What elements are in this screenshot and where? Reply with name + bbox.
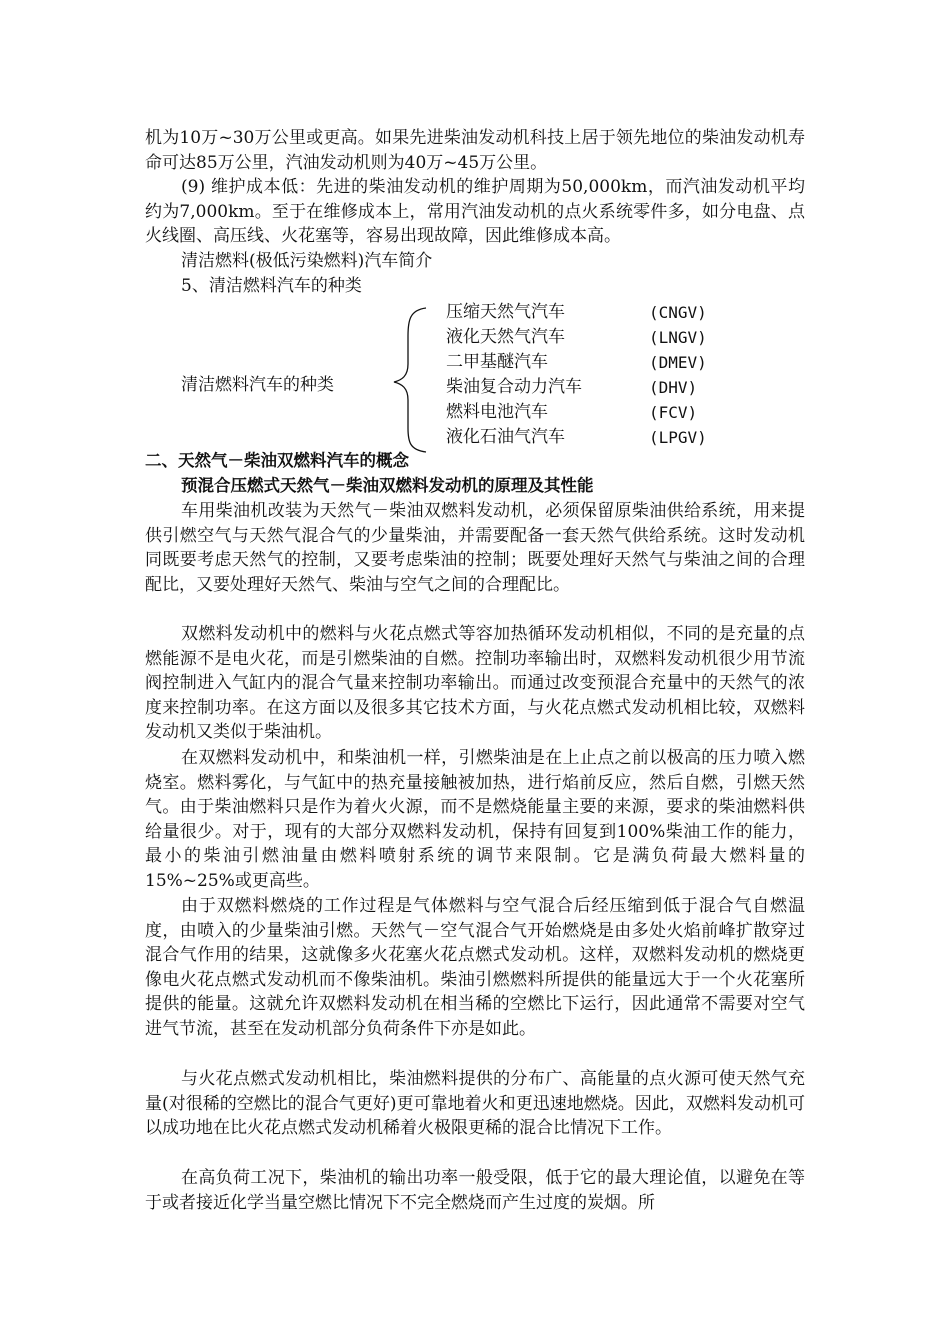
paragraph-maintenance-cost: (9) 维护成本低：先进的柴油发动机的维护周期为50,000km，而汽油发动机平均约为7,000km。至于在维修成本上，常用汽油发动机的点火系统零件多，如分电盘、点火线圈、高压线、火花塞等，容易出现故障，因此维修成本高。 — [145, 177, 805, 246]
left-brace-icon — [390, 306, 430, 454]
vehicle-type-item — [446, 375, 766, 400]
vehicle-type-item — [446, 350, 766, 375]
vehicle-type-abbr: (LPGV) — [649, 428, 707, 447]
vehicle-type-item — [446, 300, 766, 325]
vehicle-type-abbr: (CNGV) — [649, 303, 707, 322]
vehicle-type-item — [446, 400, 766, 425]
vehicle-types-list — [446, 300, 766, 450]
section-5-title: 5、清洁燃料汽车的种类 — [181, 276, 362, 296]
section-2-heading: 二、天然气－柴油双燃料汽车的概念 — [145, 451, 409, 470]
vehicle-type-item — [446, 325, 766, 350]
vehicle-type-name: 二甲基醚汽车 — [446, 352, 548, 372]
vehicle-type-abbr: (DHV) — [649, 378, 698, 397]
vehicle-type-name: 液化石油气汽车 — [446, 427, 565, 447]
vehicle-type-name: 柴油复合动力汽车 — [446, 377, 582, 397]
vehicle-type-name: 燃料电池汽车 — [446, 402, 548, 422]
section-subheading: 预混合压燃式天然气－柴油双燃料发动机的原理及其性能 — [181, 476, 594, 495]
vehicle-type-item — [446, 425, 766, 450]
vehicle-type-abbr: (LNGV) — [649, 328, 707, 347]
paragraph-pilot-injection: 在双燃料发动机中，和柴油机一样，引燃柴油是在上止点之前以极高的压力喷入燃烧室。燃料雾化，与气缸中的热充量接触被加热，进行焰前反应，然后自燃，引燃天然气。由于柴油燃料只是作为着火火源，而不是燃烧能量主要的来源，要求的柴油燃料供给量很少。对于，现有的大部分双燃料发动机，保持有回复到100%柴油工作的能力，最小的柴油引燃油量由燃料喷射系统的调节来限制。它是满负荷最大燃料量的15%~25%或更高些。 — [145, 748, 805, 891]
paragraph-engine-life: 机为10万~30万公里或更高。如果先进柴油发动机科技上居于领先地位的柴油发动机寿命可达85万公里，汽油发动机则为40万~45万公里。 — [145, 128, 805, 173]
paragraph-ignition: 双燃料发动机中的燃料与火花点燃式等容加热循环发动机相似，不同的是充量的点燃能源不是电火花，而是引燃柴油的自燃。控制功率输出时，双燃料发动机很少用节流阀控制进入气缸内的混合气量来控制功率输出。而通过改变预混合充量中的天然气的浓度来控制功率。在这方面以及很多其它技术方面，与火花点燃式发动机相比较，双燃料发动机又类似于柴油机。 — [145, 624, 805, 742]
paragraph-high-load: 在高负荷工况下，柴油机的输出功率一般受限，低于它的最大理论值，以避免在等于或者接近化学当量空燃比情况下不完全燃烧而产生过度的炭烟。所 — [145, 1168, 805, 1213]
vehicle-type-name: 压缩天然气汽车 — [446, 302, 565, 322]
paragraph-lean-limit: 与火花点燃式发动机相比，柴油燃料提供的分布广、高能量的点火源可使天然气充量(对很稀的空燃比的混合气更好)更可靠地着火和更迅速地燃烧。因此，双燃料发动机可以成功地在比火花点燃式发动机稀着火极限更稀的混合比情况下工作。 — [145, 1069, 805, 1138]
vehicle-type-abbr: (FCV) — [649, 403, 698, 422]
paragraph-conversion: 车用柴油机改装为天然气－柴油双燃料发动机，必须保留原柴油供给系统，用来提供引燃空气与天然气混合气的少量柴油，并需要配备一套天然气供给系统。这时发动机同既要考虑天然气的控制，又要考虑柴油的控制；既要处理好天然气与柴油之间的合理配比，又要处理好天然气、柴油与空气之间的合理配比。 — [145, 501, 805, 595]
vehicle-types-label: 清洁燃料汽车的种类 — [181, 375, 334, 395]
vehicle-type-name: 液化天然气汽车 — [446, 327, 565, 347]
vehicle-type-abbr: (DMEV) — [649, 353, 707, 372]
paragraph-combustion-process: 由于双燃料燃烧的工作过程是气体燃料与空气混合后经压缩到低于混合气自燃温度，由喷入的少量柴油引燃。天然气－空气混合气开始燃烧是由多处火焰前峰扩散穿过混合气作用的结果，这就像多火花塞火花点燃式发动机。这样，双燃料发动机的燃烧更像电火花点燃式发动机而不像柴油机。柴油引燃燃料所提供的能量远大于一个火花塞所提供的能量。这就允许双燃料发动机在相当稀的空燃比下运行，因此通常不需要对空气进气节流，甚至在发动机部分负荷条件下亦是如此。 — [145, 896, 805, 1039]
intro-line: 清洁燃料(极低污染燃料)汽车简介 — [181, 251, 433, 271]
